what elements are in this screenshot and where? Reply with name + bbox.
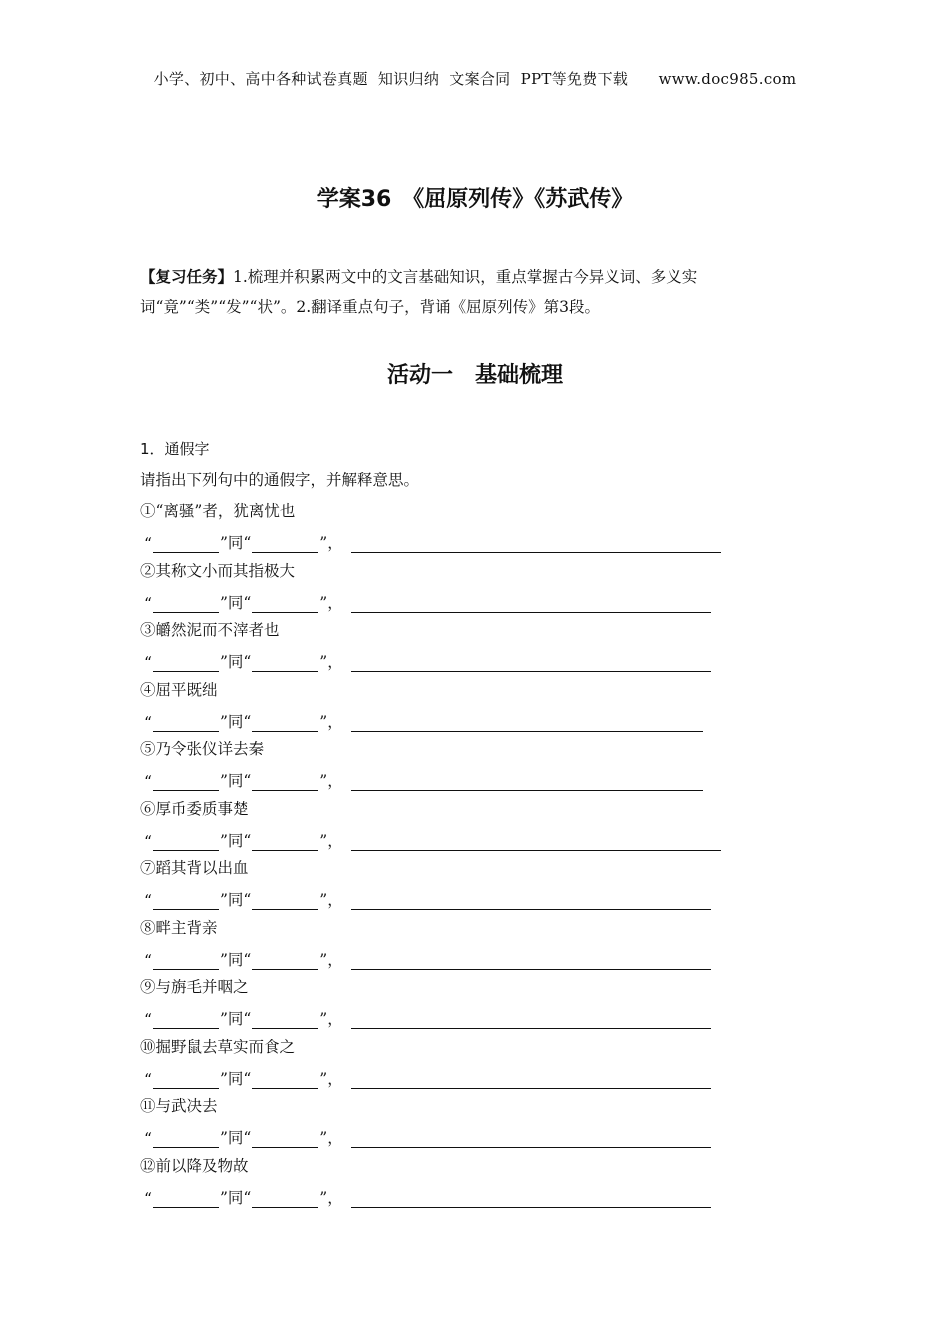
answer-line [144,1120,711,1148]
open-quote: “ [144,773,152,791]
exercise-list [140,497,780,1211]
open-quote: “ [144,594,152,613]
page-title: 学案36 《屈原列传》《苏武传》 [316,187,634,212]
open-quote: “ [144,1130,152,1148]
answer-line [144,1001,711,1029]
exercise-item [140,1033,780,1093]
close-quote: ”， [319,1010,343,1028]
original-char-blank[interactable] [252,891,318,910]
close-quote: ”， [319,831,343,850]
meaning-blank[interactable] [351,594,711,613]
meaning-blank[interactable] [351,891,711,910]
part-heading: 1．通假字 [140,440,210,458]
exercise-sentence: ⑪与武决去 [140,1097,218,1115]
open-quote: “ [144,535,152,553]
exercise-sentence: ⑩掘野鼠去草实而食之 [140,1037,296,1056]
tongjia-char-blank[interactable] [153,1010,219,1029]
original-char-blank[interactable] [252,832,318,851]
meaning-blank[interactable] [351,534,721,553]
tongjia-char-blank[interactable] [153,1070,219,1089]
answer-line [144,1180,711,1208]
close-quote: ”， [319,1129,343,1147]
close-quote: ”， [319,593,343,612]
exercise-sentence: ①“离骚”者，犹离忧也 [140,502,296,520]
exercise-sentence: ③皭然泥而不滓者也 [140,621,280,639]
meaning-blank[interactable] [351,1070,711,1089]
original-char-blank[interactable] [252,713,318,732]
same-as-text: ”同“ [219,950,252,969]
exercise-sentence: ②其称文小而其指极大 [140,561,296,580]
exercise-sentence: ⑥厚币委质事楚 [140,799,249,818]
part-instruction: 请指出下列句中的通假字，并解释意思。 [140,471,420,489]
same-as-text: ”同“ [219,653,252,671]
tongjia-char-blank[interactable] [153,891,219,910]
same-as-text: ”同“ [219,831,252,850]
answer-line [144,585,711,613]
same-as-text: ”同“ [219,1010,252,1028]
section-title: 活动一 基础梳理 [386,363,563,388]
meaning-blank[interactable] [351,713,703,732]
open-quote: “ [144,713,152,732]
original-char-blank[interactable] [252,534,318,553]
tongjia-char-blank[interactable] [153,653,219,672]
original-char-blank[interactable] [252,1189,318,1208]
answer-line [144,823,721,851]
answer-line [144,942,711,970]
close-quote: ”， [319,1188,343,1207]
original-char-blank[interactable] [252,1129,318,1148]
exercise-item [140,676,780,736]
answer-line [144,704,703,732]
meaning-blank[interactable] [351,832,721,851]
exercise-sentence: ⑤乃令张仪详去秦 [140,740,265,758]
close-quote: ”， [319,950,343,969]
answer-line [144,1061,711,1089]
exercise-item [140,735,780,795]
close-quote: ”， [319,891,343,909]
meaning-blank[interactable] [351,1129,711,1148]
same-as-text: ”同“ [219,1069,252,1088]
close-quote: ”， [319,772,343,790]
open-quote: “ [144,654,152,672]
review-task [140,262,820,322]
exercise-sentence: ⑦蹈其背以出血 [140,859,249,877]
answer-line [144,525,721,553]
tongjia-char-blank[interactable] [153,1189,219,1208]
open-quote: “ [144,1070,152,1089]
page-header: 小学、初中、高中各种试卷真题 知识归纳 文案合同 PPT等免费下载 www.doc985.com [153,70,797,88]
exercise-item [140,973,780,1033]
exercise-item [140,1152,780,1212]
exercise-item [140,497,780,557]
exercise-sentence: ⑧畔主背亲 [140,918,218,937]
meaning-blank[interactable] [351,772,703,791]
open-quote: “ [144,1011,152,1029]
same-as-text: ”同“ [219,712,252,731]
original-char-blank[interactable] [252,1070,318,1089]
tongjia-char-blank[interactable] [153,772,219,791]
exercise-item [140,1092,780,1152]
same-as-text: ”同“ [219,534,252,552]
answer-line [144,882,711,910]
review-task-tag: 【复习任务】 [140,268,234,286]
meaning-blank[interactable] [351,1189,711,1208]
open-quote: “ [144,892,152,910]
answer-line [144,644,711,672]
close-quote: ”， [319,534,343,552]
meaning-blank[interactable] [351,1010,711,1029]
same-as-text: ”同“ [219,593,252,612]
exercise-item [140,854,780,914]
original-char-blank[interactable] [252,653,318,672]
tongjia-char-blank[interactable] [153,832,219,851]
exercise-item [140,795,780,855]
tongjia-char-blank[interactable] [153,594,219,613]
close-quote: ”， [319,653,343,671]
meaning-blank[interactable] [351,951,711,970]
open-quote: “ [144,1189,152,1208]
tongjia-char-blank[interactable] [153,534,219,553]
exercise-item [140,557,780,617]
open-quote: “ [144,832,152,851]
close-quote: ”， [319,712,343,731]
original-char-blank[interactable] [252,594,318,613]
same-as-text: ”同“ [219,891,252,909]
tongjia-char-blank[interactable] [153,951,219,970]
original-char-blank[interactable] [252,1010,318,1029]
exercise-item [140,616,780,676]
answer-line [144,763,703,791]
same-as-text: ”同“ [219,772,252,790]
same-as-text: ”同“ [219,1188,252,1207]
review-task-text: 1.梳理并积累两文中的文言基础知识，重点掌握古今异义词、多义实词“竟”“类”“发”“状”。2.翻译重点句子，背诵《屈原列传》第3段。 [140,268,698,316]
tongjia-char-blank[interactable] [153,1129,219,1148]
same-as-text: ”同“ [219,1129,252,1147]
exercise-sentence: ⑫前以降及物故 [140,1156,249,1175]
exercise-sentence: ⑨与旃毛并咽之 [140,978,249,996]
open-quote: “ [144,951,152,970]
meaning-blank[interactable] [351,653,711,672]
exercise-item [140,914,780,974]
tongjia-char-blank[interactable] [153,713,219,732]
original-char-blank[interactable] [252,772,318,791]
exercise-sentence: ④屈平既绌 [140,680,218,699]
close-quote: ”， [319,1069,343,1088]
original-char-blank[interactable] [252,951,318,970]
